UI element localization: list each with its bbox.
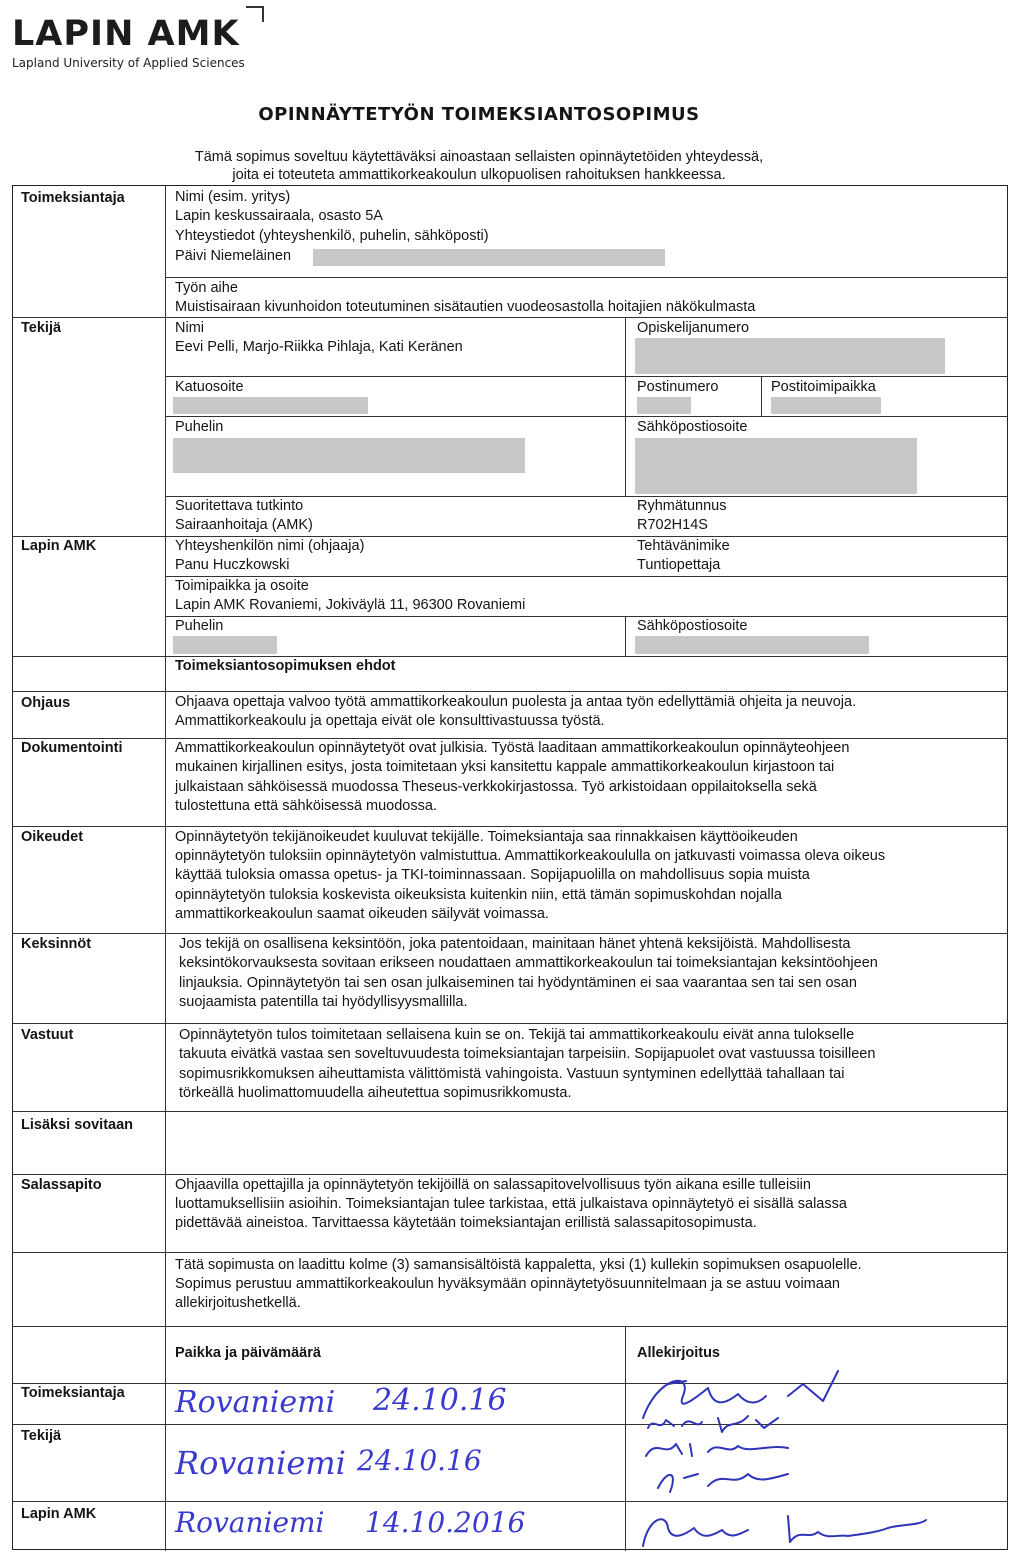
redacted-city [771,397,881,414]
redacted-student-numbers [635,338,945,374]
redacted-email-addresses [635,438,917,494]
term-text-line: luottamuksellisiin asioihin. Toimeksiantajan tulee tarkistaa, että julkaistava opinnäytetyö ei sisällä salassa [175,1196,847,1212]
handwritten-date: 24.10.16 [373,1383,507,1418]
section-divider [13,1501,1008,1502]
section-divider [13,933,1008,934]
row-divider [165,376,1008,377]
signature-party-label: Lapin AMK [21,1506,97,1522]
term-text-line: keksintökorvauksesta sovitaan erikseen noudattaen ammattikorkeakoulun tai toimeksiantajan keksintöohjeen [179,955,878,971]
handwritten-date: 14.10.2016 [365,1506,526,1539]
term-text-line: törkeällä huolimattomuudella aiheutettua sopimusrikkomusta. [179,1085,572,1101]
term-text-line: Opinnäytetyön tulos toimitetaan sellaisena kuin se on. Tekijä tai ammattikorkeakoulu eivät anna tulokselle [179,1027,855,1043]
column-divider [625,317,626,496]
degree-label: Suoritettava tutkinto [175,498,304,514]
client-name-label: Nimi (esim. yritys) [175,189,291,205]
term-text-line: Opinnäytetyön tekijänoikeudet kuuluvat tekijälle. Toimeksiantaja saa rinnakkaisen käyttöoikeuden [175,829,798,845]
section-divider [13,536,1008,537]
signature-party-label: Toimeksiantaja [21,1385,125,1401]
term-text-line: käyttää tuloksia omassa opetus- ja TKI-toiminnassaan. Sopijapuolilla on mahdollisuus sopia muista [175,867,810,883]
city-label: Postitoimipaikka [771,379,876,395]
supervisor-name: Panu Huczkowski [175,557,290,573]
logo-corner-mark [246,6,264,22]
redacted-phone-numbers [173,438,525,473]
handwritten-place: Rovaniemi [175,1385,336,1420]
client-name: Lapin keskussairaala, osasto 5A [175,208,383,224]
redacted-supervisor-email [635,636,869,654]
supervisor-email-label: Sähköpostiosoite [637,618,748,634]
section-divider [13,1174,1008,1175]
section-divider [13,1326,1008,1327]
column-divider [625,1326,626,1551]
degree: Sairaanhoitaja (AMK) [175,517,313,533]
term-text-line: Ohjaava opettaja valvoo työtä ammattikorkeakoulun puolesta ja antaa työn edellyttämiä ohjeita ja neuvoja. [175,694,857,710]
label-column-divider [165,186,166,1551]
term-text-line: julkaistaan sähköisessä muodossa Theseus-verkkokirjastossa. Työ arkistoidaan oppilaitoksella sekä [175,779,817,795]
row-divider [165,416,1008,417]
term-label: Ohjaus [21,695,71,711]
intro-line: Tämä sopimus soveltuu käytettäväksi ainoastaan sellaisten opinnäytetöiden yhteydessä, [194,149,764,165]
author-phone-label: Puhelin [175,419,224,435]
office-address: Lapin AMK Rovaniemi, Jokiväylä 11, 96300 Rovaniemi [175,597,526,613]
office-label: Toimipaikka ja osoite [175,578,309,594]
intro-text [0,148,958,184]
term-label: Oikeudet [21,829,84,845]
job-title: Tuntiopettaja [637,557,721,573]
section-label-lapin-amk: Lapin AMK [21,538,97,554]
group-code: R702H14S [637,517,708,533]
supervisor-signature [638,1506,938,1550]
client-contact: Päivi Niemeläinen [175,248,292,264]
term-text-line: pidettävää aineistoa. Tarvittaessa käytetään toimeksiantajan erillistä salassapitosopimusta. [175,1215,757,1231]
signature-header: Allekirjoitus [637,1345,720,1361]
author-email-label: Sähköpostiosoite [637,419,748,435]
redacted-contact-details [313,249,665,266]
student-number-label: Opiskelijanumero [637,320,750,336]
term-text-line: Jos tekijä on osallisena keksintöön, joka patentoidaan, mainitaan hänet yhtenä keksijöistä. Mahdollisesta [179,936,851,952]
term-text-line: linjauksia. Opinnäytetyön tai sen osan julkaiseminen tai hyödyntäminen ei saa vaarantaa sen tai sen osan [179,975,857,991]
redacted-street-address [173,397,368,414]
term-text-line: takuuta eivätkä vastaa sen soveltuvuudesta toimeksiantajan tarpeisiin. Sopijapuolet ovat vastuussa toisilleen [179,1046,876,1062]
row-divider [165,277,1008,278]
intro-line: joita ei toteuteta ammattikorkeakoulun ulkopuolisen rahoituksen hankkeessa. [232,167,726,183]
postal-code-label: Postinumero [637,379,719,395]
closing-line: Tätä sopimusta on laadittu kolme (3) samansisältöistä kappaletta, yksi (1) kullekin sopimuksen osapuolelle. [175,1257,862,1273]
terms-heading: Toimeksiantosopimuksen ehdot [175,658,396,674]
supervisor-phone-label: Puhelin [175,618,224,634]
logo-subtitle: Lapland University of Applied Sciences [12,56,245,70]
document-title: OPINNÄYTETYÖN TOIMEKSIANTOSOPIMUS [258,104,700,125]
term-text-line: sopimusrikkomuksen aiheuttamista välittömistä vahingoista. Vastuun syntyminen edellyttää tahallaan tai [179,1066,845,1082]
section-divider [13,1424,1008,1425]
supervisor-label: Yhteyshenkilön nimi (ohjaaja) [175,538,365,554]
group-code-label: Ryhmätunnus [637,498,727,514]
street-address-label: Katuosoite [175,379,244,395]
section-divider [13,826,1008,827]
thesis-topic: Muistisairaan kivunhoidon toteutuminen sisätautien vuodeosastolla hoitajien näkökulmasta [175,299,756,315]
term-label: Vastuut [21,1027,74,1043]
term-label: Keksinnöt [21,936,92,952]
author-names: Eevi Pelli, Marjo-Riikka Pihlaja, Kati Keränen [175,339,463,355]
logo-wordmark: LAPIN AMK [12,14,240,54]
author-signatures [638,1408,838,1503]
redacted-postal-code [637,397,691,414]
column-divider [761,376,762,416]
section-divider [13,656,1008,657]
topic-label: Työn aihe [175,280,238,296]
contract-form [12,185,1008,1550]
term-text-line: Ammattikorkeakoulun opinnäytetyöt ovat julkisia. Työstä laaditaan ammattikorkeakoulun opinnäyteohjeen [175,740,850,756]
column-divider [625,616,626,656]
section-label-tekija: Tekijä [21,320,62,336]
section-divider [13,1023,1008,1024]
term-text-line: tulostettuna että sähköisessä muodossa. [175,798,437,814]
term-text-line: Ohjaavilla opettajilla ja opinnäytetyön tekijöillä on salassapitovelvollisuus työn aikana esille tulleisiin [175,1177,811,1193]
redacted-supervisor-phone [173,636,277,654]
section-divider [13,691,1008,692]
row-divider [165,616,1008,617]
job-title-label: Tehtävänimike [637,538,730,554]
section-label-toimeksiantaja: Toimeksiantaja [21,190,125,206]
signature-party-label: Tekijä [21,1428,62,1444]
term-label: Lisäksi sovitaan [21,1117,134,1133]
client-contact-label: Yhteystiedot (yhteyshenkilö, puhelin, sähköposti) [175,228,489,244]
term-text-line: mukainen kirjallinen esitys, josta toimitetaan yksi kansitettu kappale ammattikorkeakoulun kirjastoon tai [175,759,835,775]
section-divider [13,1383,1008,1384]
term-text-line: opinnäytetyön tuloksia koskevista oikeuksista kuitenkin niin, että tämän sopimuskohdan nojalla [175,887,782,903]
term-text-line: opinnäytetyön tuloksiin opinnäytetyön valmistuttua. Ammattikorkeakoululla on jatkuvasti voimassa oleva oikeus [175,848,886,864]
closing-line: allekirjoitushetkellä. [175,1295,301,1311]
term-text-line: Ammattikorkeakoulu ja opettaja eivät ole konsulttivastuussa työstä. [175,713,605,729]
section-divider [13,1111,1008,1112]
closing-line: Sopimus perustuu ammattikorkeakoulun hyväksymään opinnäytetyösuunnitelmaan ja se astuu voimaan [175,1276,840,1292]
section-divider [13,1252,1008,1253]
term-label: Salassapito [21,1177,102,1193]
term-text-line: suojaamista patentilla tai hyödyllisyysmallilla. [179,994,468,1010]
term-label: Dokumentointi [21,740,123,756]
term-text-line: ammattikorkeakoulun saamat oikeuden säilyvät voimassa. [175,906,549,922]
handwritten-place: Rovaniemi [175,1444,346,1482]
author-names-label: Nimi [175,320,204,336]
handwritten-date: 24.10.16 [357,1444,482,1477]
place-date-header: Paikka ja päivämäärä [175,1345,321,1361]
handwritten-place: Rovaniemi [175,1506,325,1539]
